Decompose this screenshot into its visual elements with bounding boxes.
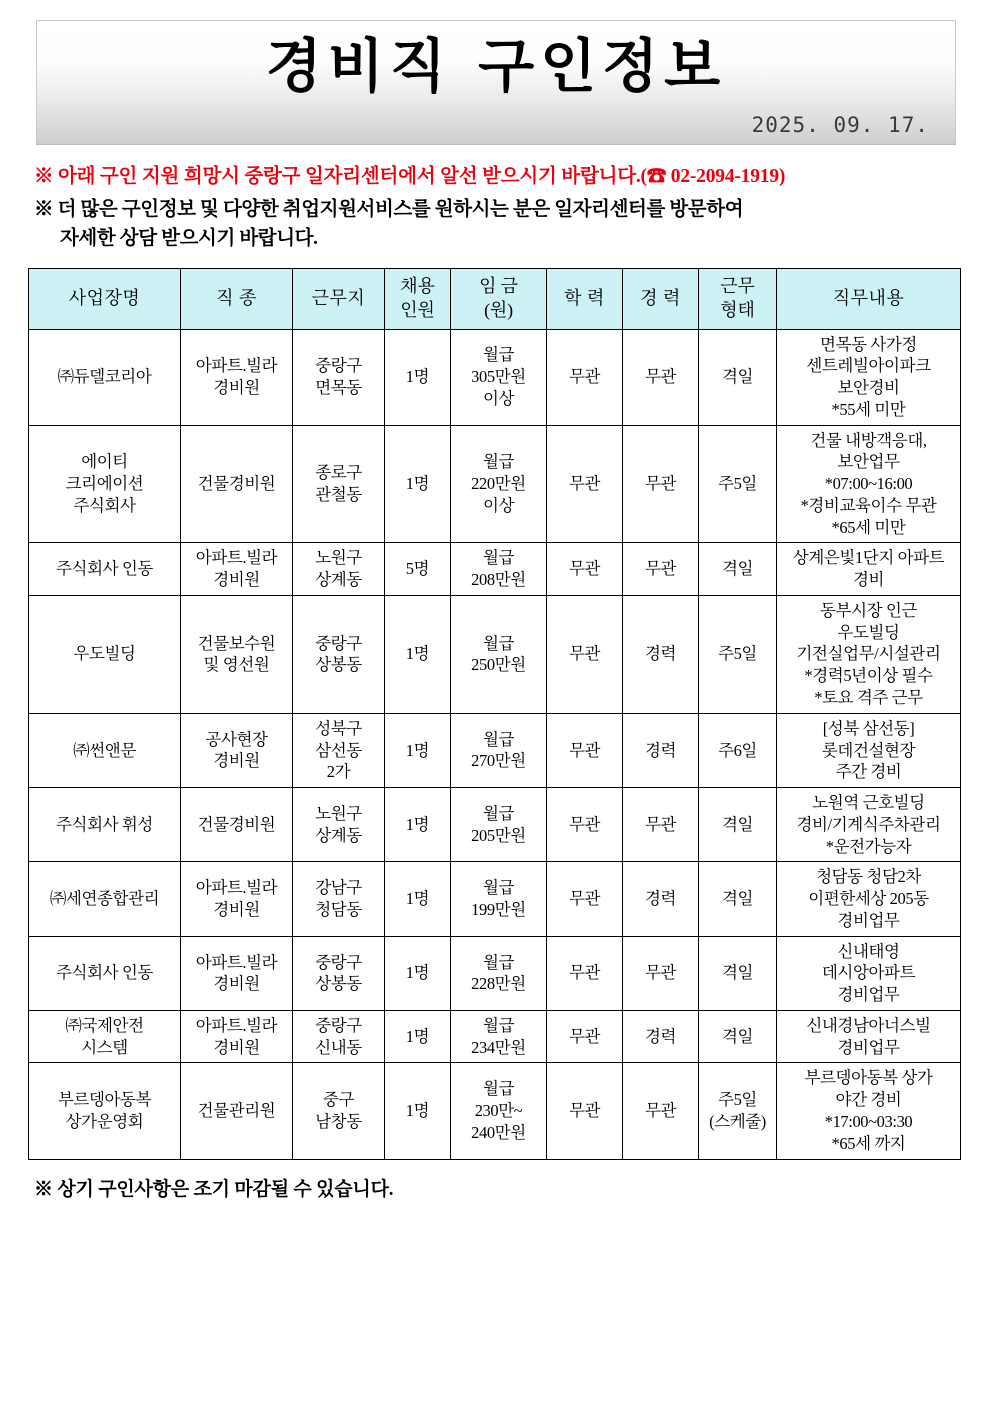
cell-job-type-line: 건물경비원 xyxy=(197,474,276,494)
cell-duties-line: 보안업무 xyxy=(837,452,900,472)
notice-block xyxy=(28,160,964,254)
cell-headcount-line: 1명 xyxy=(405,474,430,494)
cell-wage-line: 월급 xyxy=(482,803,515,823)
cell-workplace-line: 면목동 xyxy=(315,378,362,398)
cell-workplace-line: 성북구 xyxy=(315,718,362,738)
cell-education-line: 무관 xyxy=(568,367,601,387)
cell-wage-line: 205만원 xyxy=(471,825,526,845)
cell-experience xyxy=(623,862,699,936)
cell-workplace xyxy=(293,862,385,936)
cell-education xyxy=(547,788,623,862)
cell-headcount-line: 1명 xyxy=(405,740,430,760)
cell-education xyxy=(547,1010,623,1063)
cell-job-type-line: 건물경비원 xyxy=(197,814,276,834)
cell-company xyxy=(29,329,181,425)
cell-duties xyxy=(777,713,961,787)
cell-work-type-line: 주5일 xyxy=(718,474,757,494)
cell-wage-line: 199만원 xyxy=(471,899,526,919)
cell-duties-line: *토요 격주 근무 xyxy=(814,687,923,707)
cell-job-type-line: 아파트.빌라 xyxy=(195,952,278,972)
cell-work-type xyxy=(699,425,777,543)
header-work-type-line1: 근무 xyxy=(720,275,755,296)
cell-wage-line: 월급 xyxy=(482,345,515,365)
cell-job-type-line: 경비원 xyxy=(213,974,260,994)
cell-headcount-line: 1명 xyxy=(405,889,430,909)
cell-job-type-line: 경비원 xyxy=(213,378,260,398)
cell-workplace xyxy=(293,595,385,713)
cell-experience-line: 경력 xyxy=(644,740,677,760)
cell-work-type xyxy=(699,543,777,596)
cell-job-type-line: 건물관리원 xyxy=(197,1101,276,1121)
cell-duties-line: 데시앙아파트 xyxy=(821,963,916,983)
cell-work-type xyxy=(699,862,777,936)
cell-job-type xyxy=(181,1010,293,1063)
cell-experience xyxy=(623,1010,699,1063)
cell-work-type xyxy=(699,713,777,787)
cell-duties-line: *65세 까지 xyxy=(831,1133,906,1153)
cell-experience-line: 경력 xyxy=(644,889,677,909)
cell-duties xyxy=(777,543,961,596)
cell-workplace-line: 상계동 xyxy=(315,825,362,845)
cell-duties-line: 상계은빛1단지 아파트 xyxy=(792,548,945,568)
cell-company-line: ㈜세연종합관리 xyxy=(49,889,160,909)
cell-wage-line: 220만원 xyxy=(471,474,526,494)
cell-duties-line: 기전실업무/시설관리 xyxy=(796,644,941,664)
cell-education xyxy=(547,713,623,787)
cell-wage-line: 305만원 xyxy=(471,367,526,387)
cell-work-type-line: 격일 xyxy=(721,889,754,909)
table-header-row xyxy=(29,268,961,329)
cell-duties xyxy=(777,1063,961,1159)
cell-headcount-line: 5명 xyxy=(405,559,430,579)
cell-headcount-line: 1명 xyxy=(405,1026,430,1046)
cell-company-line: ㈜국제안전 xyxy=(65,1015,144,1035)
cell-duties-line: 센트레빌아이파크 xyxy=(806,356,931,376)
cell-education-line: 무관 xyxy=(568,644,601,664)
cell-duties-line: 면목동 사가정 xyxy=(820,334,917,354)
table-row xyxy=(29,543,961,596)
cell-job-type xyxy=(181,1063,293,1159)
cell-workplace xyxy=(293,788,385,862)
cell-job-type xyxy=(181,425,293,543)
cell-duties-line: *65세 미만 xyxy=(831,517,906,537)
header-experience: 경 력 xyxy=(623,268,699,329)
cell-headcount-line: 1명 xyxy=(405,644,430,664)
cell-education-line: 무관 xyxy=(568,740,601,760)
cell-job-type xyxy=(181,936,293,1010)
cell-duties-line: 주간 경비 xyxy=(835,762,902,782)
cell-wage-line: 230만~ xyxy=(474,1101,523,1121)
cell-headcount-line: 1명 xyxy=(405,963,430,983)
cell-duties-line: 동부시장 인근 xyxy=(820,600,917,620)
cell-headcount xyxy=(385,862,451,936)
cell-education xyxy=(547,595,623,713)
cell-experience-line: 무관 xyxy=(644,367,677,387)
notice-secondary-line1: ※ 더 많은 구인정보 및 다양한 취업지원서비스를 원하시는 분은 일자리센터를 방문하여 xyxy=(34,199,744,220)
page-title: 경비직 구인정보 xyxy=(265,32,727,100)
cell-duties xyxy=(777,862,961,936)
header-wage-line1: 임 금 xyxy=(479,275,518,296)
cell-education-line: 무관 xyxy=(568,559,601,579)
table-row xyxy=(29,1010,961,1063)
cell-education xyxy=(547,862,623,936)
cell-work-type-line: 격일 xyxy=(721,814,754,834)
cell-headcount-line: 1명 xyxy=(405,367,430,387)
cell-duties-line: 신내태영 xyxy=(837,941,900,961)
cell-headcount xyxy=(385,329,451,425)
cell-workplace xyxy=(293,1063,385,1159)
cell-company-line: ㈜썬앤문 xyxy=(73,740,136,760)
cell-duties-line: 경비업무 xyxy=(837,985,900,1005)
cell-job-type xyxy=(181,595,293,713)
cell-headcount xyxy=(385,936,451,1010)
cell-wage xyxy=(451,713,547,787)
cell-education-line: 무관 xyxy=(568,1101,601,1121)
cell-experience-line: 무관 xyxy=(644,474,677,494)
cell-company xyxy=(29,788,181,862)
cell-wage xyxy=(451,595,547,713)
cell-work-type xyxy=(699,329,777,425)
cell-workplace-line: 상봉동 xyxy=(315,655,362,675)
header-headcount-line2: 인원 xyxy=(400,299,435,320)
cell-workplace-line: 상봉동 xyxy=(315,974,362,994)
cell-company-line: 에이티 xyxy=(81,452,128,472)
cell-job-type-line: 건물보수원 xyxy=(197,633,276,653)
table-body xyxy=(29,329,961,1159)
cell-workplace-line: 중랑구 xyxy=(315,356,362,376)
cell-workplace-line: 종로구 xyxy=(315,463,362,483)
cell-company-line: 상가운영회 xyxy=(65,1112,144,1131)
cell-wage-line: 이상 xyxy=(482,388,515,408)
cell-company-line: 주식회사 인동 xyxy=(56,559,153,579)
cell-wage-line: 234만원 xyxy=(471,1037,526,1057)
cell-headcount-line: 1명 xyxy=(405,1101,430,1121)
cell-education-line: 무관 xyxy=(568,889,601,909)
table-row xyxy=(29,1063,961,1159)
table-row xyxy=(29,788,961,862)
cell-duties-line: [성북 삼선동] xyxy=(822,718,915,738)
cell-duties-line: 경비업무 xyxy=(837,1037,900,1057)
cell-duties xyxy=(777,936,961,1010)
cell-duties-line: 경비업무 xyxy=(837,910,900,930)
cell-workplace-line: 중랑구 xyxy=(315,1015,362,1035)
header-duties: 직무내용 xyxy=(777,268,961,329)
cell-wage-line: 이상 xyxy=(482,495,515,515)
cell-workplace xyxy=(293,936,385,1010)
cell-wage xyxy=(451,329,547,425)
cell-workplace xyxy=(293,713,385,787)
cell-job-type-line: 경비원 xyxy=(213,570,260,590)
cell-job-type-line: 경비원 xyxy=(213,899,260,919)
cell-workplace-line: 청담동 xyxy=(315,899,362,919)
cell-headcount-line: 1명 xyxy=(405,814,430,834)
job-listings-table xyxy=(28,268,961,1160)
table-row xyxy=(29,936,961,1010)
cell-job-type-line: 아파트.빌라 xyxy=(195,878,278,898)
cell-company-line: 주식회사 xyxy=(73,495,136,515)
cell-company xyxy=(29,1063,181,1159)
cell-wage xyxy=(451,1010,547,1063)
cell-education xyxy=(547,329,623,425)
cell-experience xyxy=(623,595,699,713)
cell-company xyxy=(29,595,181,713)
cell-duties-line: 경비 xyxy=(852,570,885,590)
cell-workplace-line: 중구 xyxy=(322,1090,355,1110)
header-wage-line2: (원) xyxy=(484,299,513,320)
cell-company-line: 시스템 xyxy=(81,1037,128,1057)
table-row xyxy=(29,713,961,787)
cell-duties-line: 신내경남아너스빌 xyxy=(806,1015,931,1035)
table-row xyxy=(29,862,961,936)
cell-duties-line: 경비/기계식주차관리 xyxy=(796,814,941,834)
cell-job-type xyxy=(181,788,293,862)
cell-workplace xyxy=(293,329,385,425)
cell-work-type xyxy=(699,788,777,862)
header-work-type xyxy=(699,268,777,329)
cell-company-line: 우도빌딩 xyxy=(73,644,136,664)
cell-workplace-line: 강남구 xyxy=(315,878,362,898)
cell-workplace-line: 2가 xyxy=(326,762,351,782)
cell-wage xyxy=(451,425,547,543)
cell-wage xyxy=(451,862,547,936)
cell-wage-line: 월급 xyxy=(482,1079,515,1099)
cell-job-type-line: 아파트.빌라 xyxy=(195,1015,278,1035)
cell-duties-line: *경비교육이수 무관 xyxy=(800,495,937,515)
cell-duties-line: *17:00~03:30 xyxy=(824,1112,913,1131)
notice-secondary xyxy=(34,195,964,254)
cell-experience-line: 경력 xyxy=(644,644,677,664)
cell-work-type xyxy=(699,1010,777,1063)
cell-workplace-line: 삼선동 xyxy=(315,740,362,760)
cell-wage-line: 250만원 xyxy=(471,655,526,675)
cell-company xyxy=(29,425,181,543)
cell-headcount xyxy=(385,1063,451,1159)
cell-job-type xyxy=(181,543,293,596)
cell-experience-line: 무관 xyxy=(644,559,677,579)
cell-work-type-line: 격일 xyxy=(721,1026,754,1046)
cell-job-type-line: 경비원 xyxy=(213,751,260,771)
cell-headcount xyxy=(385,788,451,862)
cell-wage-line: 208만원 xyxy=(471,570,526,590)
cell-experience xyxy=(623,329,699,425)
cell-duties xyxy=(777,329,961,425)
cell-workplace-line: 상계동 xyxy=(315,570,362,590)
cell-duties-line: *운전가능자 xyxy=(825,836,912,856)
cell-duties xyxy=(777,595,961,713)
cell-wage-line: 월급 xyxy=(482,729,515,749)
cell-workplace-line: 중랑구 xyxy=(315,633,362,653)
cell-workplace-line: 중랑구 xyxy=(315,952,362,972)
cell-workplace-line: 노원구 xyxy=(315,548,362,568)
cell-duties-line: 노원역 근호빌딩 xyxy=(812,793,925,813)
cell-wage-line: 270만원 xyxy=(471,751,526,771)
cell-education-line: 무관 xyxy=(568,814,601,834)
header-workplace: 근무지 xyxy=(293,268,385,329)
cell-job-type-line: 아파트.빌라 xyxy=(195,548,278,568)
cell-duties-line: *55세 미만 xyxy=(831,399,906,419)
cell-work-type xyxy=(699,595,777,713)
cell-education-line: 무관 xyxy=(568,474,601,494)
header-job-type: 직 종 xyxy=(181,268,293,329)
cell-duties-line: 부르뎅아동복 상가 xyxy=(804,1068,933,1088)
cell-job-type xyxy=(181,329,293,425)
cell-wage-line: 월급 xyxy=(482,452,515,472)
cell-work-type xyxy=(699,936,777,1010)
cell-duties-line: *07:00~16:00 xyxy=(824,474,913,494)
cell-work-type-line: 주5일 xyxy=(718,1090,757,1110)
cell-experience xyxy=(623,1063,699,1159)
header-work-type-line2: 형태 xyxy=(720,299,755,320)
table-row xyxy=(29,329,961,425)
cell-headcount xyxy=(385,713,451,787)
cell-duties-line: 이편한세상 205동 xyxy=(808,889,929,909)
cell-duties xyxy=(777,788,961,862)
cell-workplace xyxy=(293,543,385,596)
cell-wage-line: 월급 xyxy=(482,878,515,898)
cell-workplace xyxy=(293,1010,385,1063)
cell-job-type-line: 경비원 xyxy=(213,1037,260,1057)
header-headcount-line1: 채용 xyxy=(400,275,435,296)
cell-experience-line: 무관 xyxy=(644,1101,677,1121)
cell-duties-line: 야간 경비 xyxy=(835,1090,902,1110)
cell-company-line: 크리에이션 xyxy=(65,474,144,494)
cell-education xyxy=(547,543,623,596)
notice-secondary-line2: 자세한 상담 받으시기 바랍니다. xyxy=(60,228,318,250)
cell-experience xyxy=(623,788,699,862)
footer-note: ※ 상기 구인사항은 조기 마감될 수 있습니다. xyxy=(34,1178,394,1200)
header-headcount xyxy=(385,268,451,329)
cell-wage-line: 월급 xyxy=(482,1015,515,1035)
cell-experience xyxy=(623,936,699,1010)
cell-experience xyxy=(623,543,699,596)
cell-education xyxy=(547,1063,623,1159)
cell-job-type-line: 아파트.빌라 xyxy=(195,356,278,376)
publish-date: 2025. 09. 17. xyxy=(751,113,929,137)
cell-duties-line: 우도빌딩 xyxy=(837,622,900,642)
cell-wage-line: 월급 xyxy=(482,952,515,972)
notice-primary: ※ 아래 구인 지원 희망시 중랑구 일자리센터에서 알선 받으시기 바랍니다.(☎ 02-2094-1919) xyxy=(34,166,786,187)
cell-company-line: 주식회사 휘성 xyxy=(56,814,153,834)
header-education: 학 력 xyxy=(547,268,623,329)
cell-work-type-line: 주5일 xyxy=(718,644,757,664)
cell-duties-line: 건물 내방객응대, xyxy=(810,430,927,450)
cell-wage xyxy=(451,1063,547,1159)
cell-company xyxy=(29,1010,181,1063)
cell-experience-line: 경력 xyxy=(644,1026,677,1046)
cell-job-type-line: 공사현장 xyxy=(205,729,268,749)
cell-company-line: ㈜듀델코리아 xyxy=(57,367,152,387)
cell-company xyxy=(29,713,181,787)
cell-company-line: 주식회사 인동 xyxy=(56,963,153,983)
cell-workplace xyxy=(293,425,385,543)
cell-education-line: 무관 xyxy=(568,963,601,983)
cell-wage-line: 월급 xyxy=(482,633,515,653)
cell-job-type-line: 및 영선원 xyxy=(203,655,270,675)
cell-wage xyxy=(451,936,547,1010)
cell-education xyxy=(547,425,623,543)
cell-company xyxy=(29,862,181,936)
cell-experience-line: 무관 xyxy=(644,814,677,834)
cell-duties-line: 보안경비 xyxy=(837,378,900,398)
cell-workplace-line: 노원구 xyxy=(315,803,362,823)
cell-wage-line: 228만원 xyxy=(471,974,526,994)
cell-education-line: 무관 xyxy=(568,1026,601,1046)
cell-education xyxy=(547,936,623,1010)
cell-work-type-line: (스케줄) xyxy=(709,1112,766,1131)
table-row xyxy=(29,595,961,713)
cell-duties-line: 롯데건설현장 xyxy=(821,740,916,760)
cell-work-type-line: 격일 xyxy=(721,367,754,387)
cell-experience-line: 무관 xyxy=(644,963,677,983)
cell-duties-line: 청담동 청담2차 xyxy=(816,867,921,887)
cell-headcount xyxy=(385,425,451,543)
cell-job-type xyxy=(181,713,293,787)
cell-company xyxy=(29,543,181,596)
cell-workplace-line: 신내동 xyxy=(315,1037,362,1057)
title-banner xyxy=(36,20,956,144)
table-row xyxy=(29,425,961,543)
cell-work-type-line: 격일 xyxy=(721,963,754,983)
cell-wage xyxy=(451,543,547,596)
cell-experience xyxy=(623,713,699,787)
cell-duties xyxy=(777,1010,961,1063)
cell-wage-line: 240만원 xyxy=(471,1122,526,1142)
cell-work-type-line: 격일 xyxy=(721,559,754,579)
cell-company-line: 부르뎅아동복 xyxy=(57,1090,152,1110)
header-company: 사업장명 xyxy=(29,268,181,329)
cell-workplace-line: 관철동 xyxy=(315,484,362,504)
cell-workplace-line: 남창동 xyxy=(315,1112,362,1131)
header-wage xyxy=(451,268,547,329)
cell-experience xyxy=(623,425,699,543)
cell-headcount xyxy=(385,595,451,713)
cell-headcount xyxy=(385,1010,451,1063)
cell-job-type xyxy=(181,862,293,936)
cell-wage-line: 월급 xyxy=(482,548,515,568)
cell-duties xyxy=(777,425,961,543)
cell-headcount xyxy=(385,543,451,596)
cell-work-type-line: 주6일 xyxy=(718,740,757,760)
cell-duties-line: *경력5년이상 필수 xyxy=(804,666,933,686)
cell-company xyxy=(29,936,181,1010)
cell-work-type xyxy=(699,1063,777,1159)
cell-wage xyxy=(451,788,547,862)
